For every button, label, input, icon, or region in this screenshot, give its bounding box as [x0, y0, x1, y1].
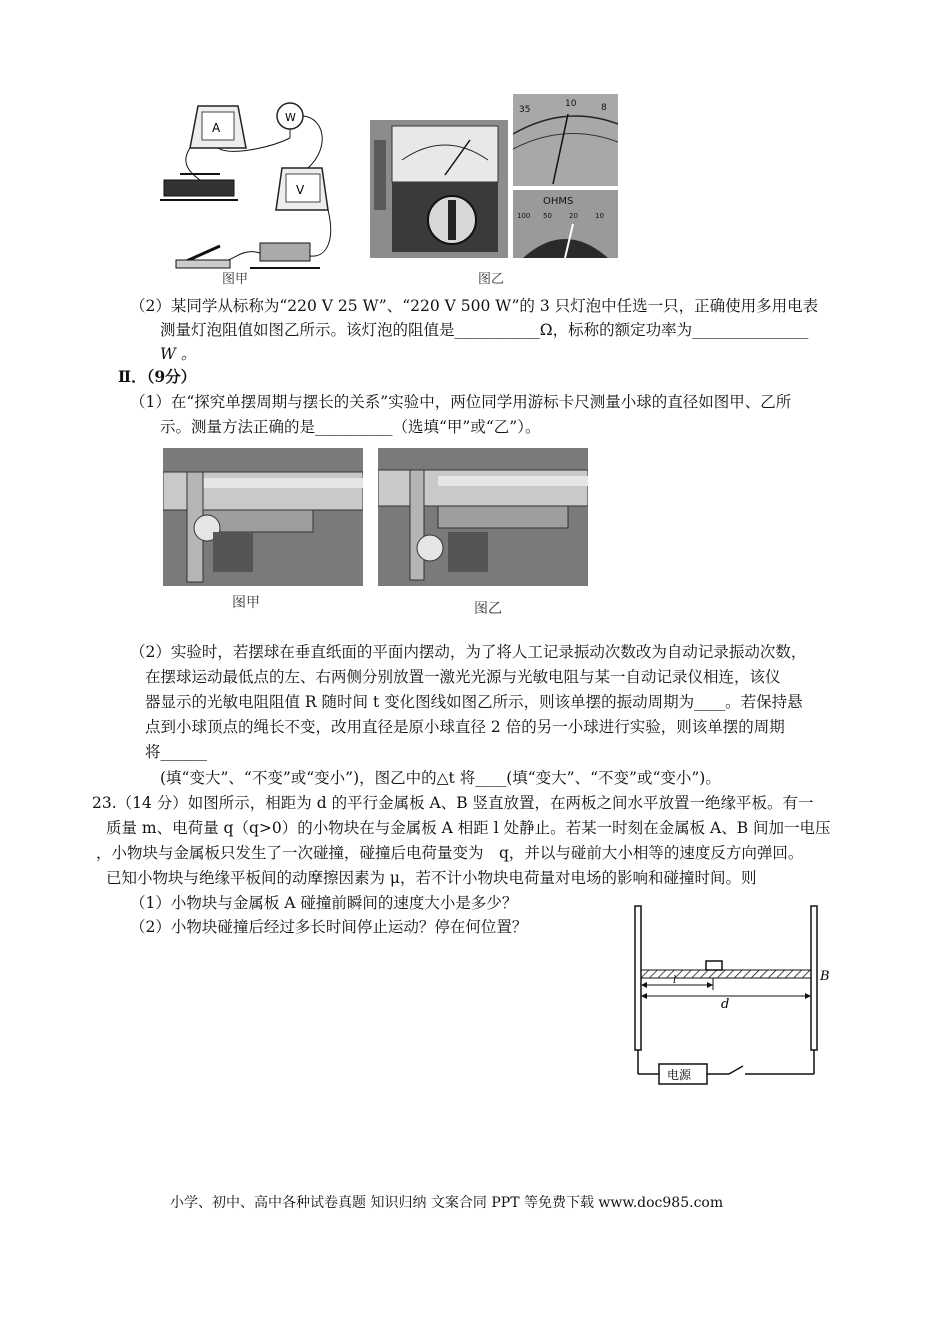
- scale-label-10: 10: [565, 99, 577, 109]
- caliper-photo-right: [378, 448, 588, 586]
- dimension-l-label: l: [673, 975, 677, 986]
- ammeter-label: A: [212, 121, 221, 135]
- scale-closeup-top: [513, 94, 618, 186]
- q23-line3: ，小物块与金属板只发生了一次碰撞，碰撞后电荷量变为 q，并以与碰前大小相等的速度反方向弹回。: [96, 844, 804, 862]
- circuit-caption: 图甲: [222, 272, 249, 287]
- voltmeter-label: V: [296, 183, 305, 197]
- section2-p2-line5: 将______: [145, 743, 208, 761]
- q23-line2: 质量 m、电荷量 q（q>0）的小物块在与金属板 A 相距 l 处静止。若某一时刻在金属板 A、B 间加一电压: [106, 819, 831, 837]
- ohms-tick-100: 100: [517, 212, 531, 220]
- scale-label-8: 8: [601, 103, 607, 113]
- section2-p2-line3: 器显示的光敏电阻阻值 R 随时间 t 变化图线如图乙所示，则该单摆的振动周期为____。若保持悬: [145, 693, 803, 711]
- section2-p1-line1: （1）在“探究单摆周期与摆长的关系”实验中，两位同学用游标卡尺测量小球的直径如图甲、乙所: [130, 393, 792, 411]
- wattmeter-label: W: [285, 111, 296, 124]
- q23-line4: 已知小物块与绝缘平板间的动摩擦因素为 μ，若不计小物块电荷量对电场的影响和碰撞时间。则: [106, 869, 757, 887]
- q23-sub1: （1）小物块与金属板 A 碰撞前瞬间的速度大小是多少？: [130, 894, 518, 912]
- section2-heading: Ⅱ．（9分）: [118, 367, 197, 386]
- scale-closeup-bottom: [513, 190, 618, 258]
- scale-label-35: 35: [519, 105, 531, 115]
- section2-p2-line2: 在摆球运动最低点的左、右两侧分别放置一激光光源与光敏电阻与某一自动记录仪相连，该仪: [145, 668, 781, 686]
- page-footer: 小学、初中、高中各种试卷真题 知识归纳 文案合同 PPT 等免费下载 www.doc985.com: [170, 1195, 724, 1211]
- section2-p2-line1: （2）实验时，若摆球在垂直纸面的平面内摆动，为了将人工记录振动次数改为自动记录振动次数，: [130, 643, 807, 661]
- ohms-tick-20: 20: [569, 212, 578, 220]
- multimeter-caption: 图乙: [478, 272, 505, 287]
- caliper-left-caption: 图甲: [232, 595, 260, 611]
- caliper-photo-left: [163, 448, 363, 586]
- section2-p2-line6: (填“变大”、“不变”或“变小”)，图乙中的△t 将____(填“变大”、“不变”或“变小”)。: [160, 769, 721, 787]
- q23-sub2: （2）小物块碰撞后经过多长时间停止运动？停在何位置？: [130, 918, 528, 936]
- q1-part2-line1: （2）某同学从标称为“220 V 25 W”、“220 V 500 W”的 3 只灯泡中任选一只，正确使用多用电表: [130, 297, 819, 315]
- q1-part2-line3: W 。: [160, 345, 197, 363]
- q1-part2-line2: 测量灯泡阻值如图乙所示。该灯泡的阻值是___________Ω，标称的额定功率为_______________: [160, 321, 809, 339]
- ohms-tick-50: 50: [543, 212, 552, 220]
- circuit-figure: [150, 88, 340, 286]
- multimeter-photo: [370, 120, 508, 258]
- dimension-d-label: d: [721, 997, 730, 1012]
- ohms-label: OHMS: [543, 196, 574, 207]
- q23-line1: 23.（14 分）如图所示，相距为 d 的平行金属板 A、B 竖直放置，在两板之间水平放置一绝缘平板。有一: [92, 794, 814, 812]
- section2-p2-line4: 点到小球顶点的绳长不变，改用直径是原小球直径 2 倍的另一小球进行实验，则该单摆的周期: [145, 718, 785, 736]
- plates-diagram: [625, 900, 840, 1090]
- ohms-tick-10: 10: [595, 212, 604, 220]
- section2-p1-line2: 示。测量方法正确的是__________（选填“甲”或“乙”）。: [160, 418, 541, 436]
- plate-b-label: B: [820, 969, 830, 984]
- power-source-label: 电源: [667, 1068, 692, 1082]
- caliper-right-caption: 图乙: [474, 601, 502, 617]
